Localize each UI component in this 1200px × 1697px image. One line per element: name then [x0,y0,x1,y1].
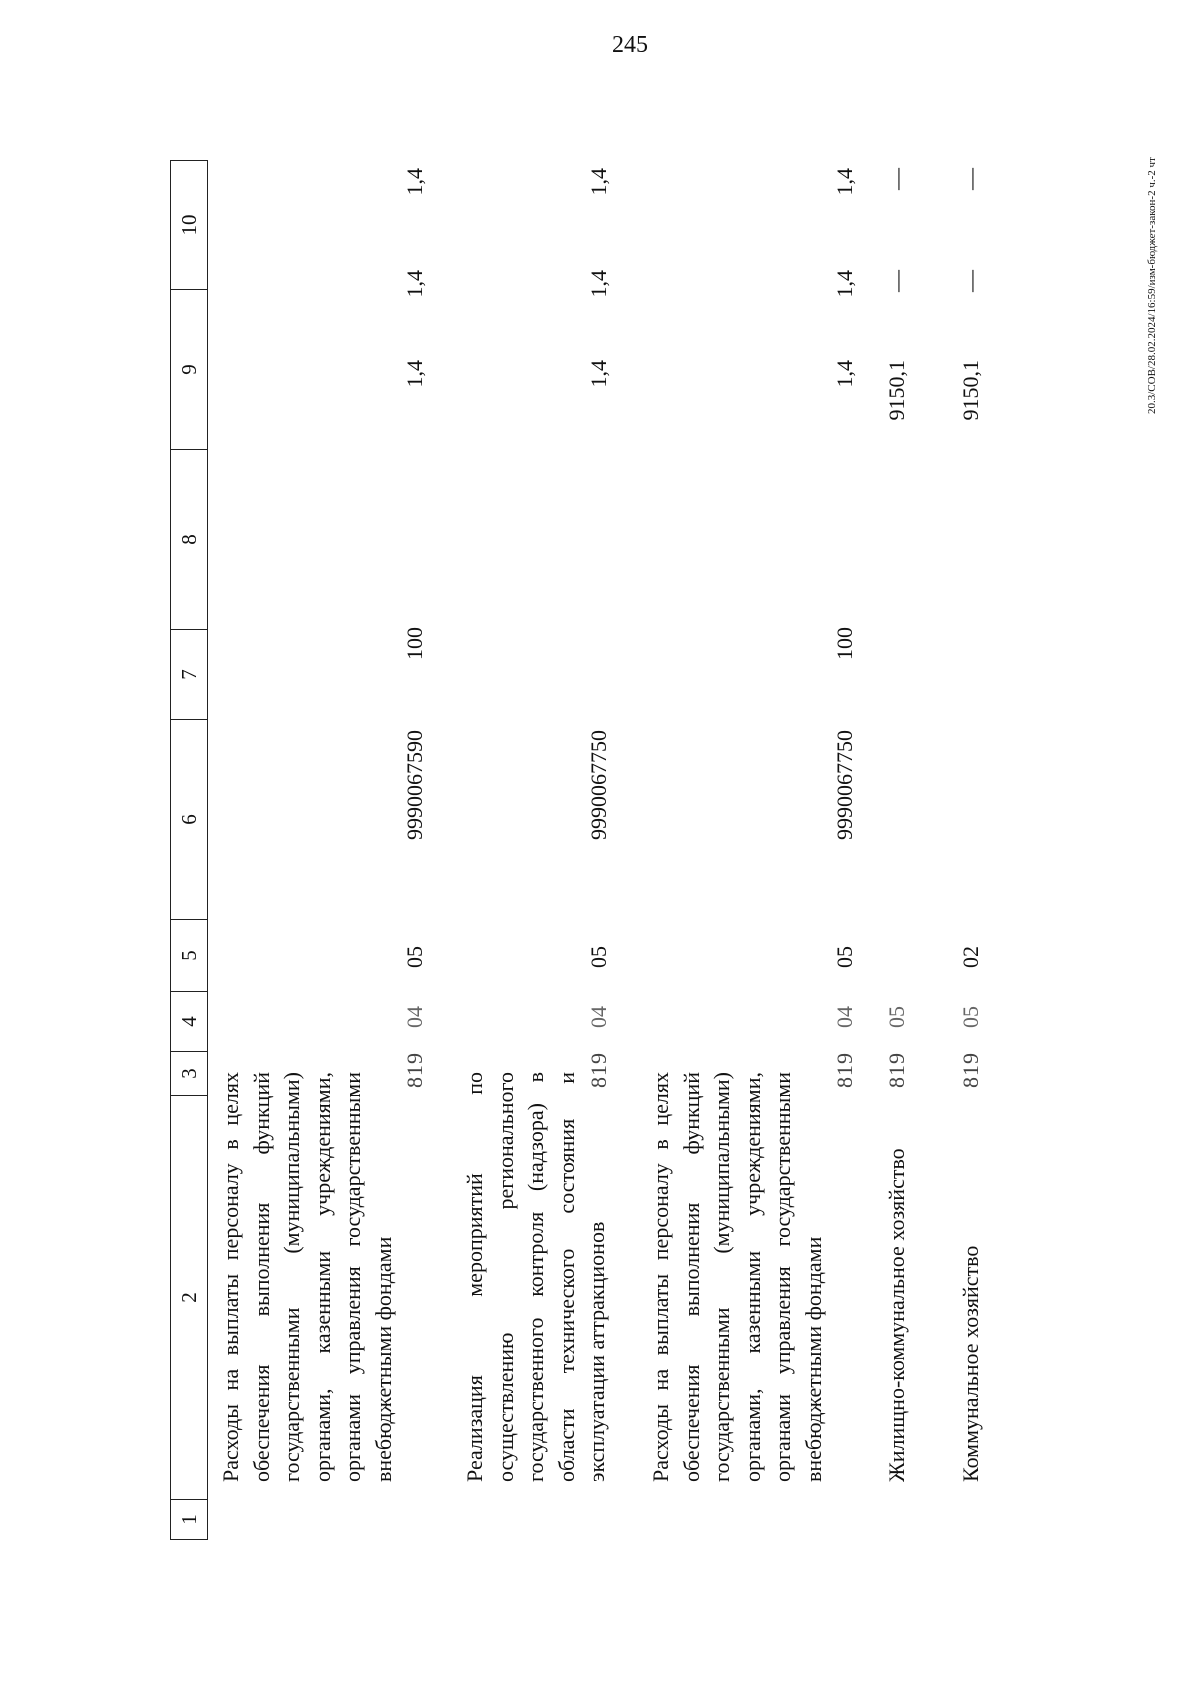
cell-col-9: 1,4 [832,270,857,298]
header-col-4: 4 [170,992,208,1052]
cell-col-6: 9990067750 [586,730,611,840]
cell-col-6: 9990067590 [402,730,427,840]
cell-col-8: 1,4 [832,360,857,388]
cell-col-7: 100 [402,627,427,660]
cell-col-8: 1,4 [402,360,427,388]
row-description: Жилищно-коммунальное хозяйство [884,1148,909,1482]
cell-col-8: 1,4 [586,360,611,388]
cell-col-10: 1,4 [586,168,611,196]
cell-col-4: 05 [958,1006,983,1028]
cell-col-10: — [958,168,983,190]
cell-col-7: 100 [832,627,857,660]
page-number: 245 [612,32,648,58]
row-description: Расходы на выплаты персоналу в целях обеспечения выполнения функций государственными (муниципальными) органами, казенными учреждениями, органами управления государственными внебюджетными фондами [218,1072,396,1482]
cell-col-5: 05 [832,946,857,968]
cell-col-9: 1,4 [402,270,427,298]
cell-col-3: 819 [884,1052,909,1088]
header-col-3: 3 [170,1052,208,1096]
row-description: Коммунальное хозяйство [958,1245,983,1482]
cell-col-4: 04 [832,1006,857,1028]
row-description: Расходы на выплаты персоналу в целях обеспечения выполнения функций государственными (муниципальными) органами, казенными учреждениями, органами управления государственными внебюджетными фондами [648,1072,826,1482]
cell-col-10: 1,4 [402,168,427,196]
header-col-8: 8 [170,450,208,630]
cell-col-3: 819 [402,1052,427,1088]
cell-col-6: 9990067750 [832,730,857,840]
budget-table [170,160,1070,1540]
cell-col-8: 9150,1 [958,360,983,421]
header-col-9: 9 [170,290,208,450]
cell-col-3: 819 [958,1052,983,1088]
cell-col-3: 819 [832,1052,857,1088]
row-description: Реализация мероприятий по осуществлению регионального государственного контроля (надзора) в области технического состояния и эксплуатации аттракционов [462,1072,609,1482]
cell-col-4: 04 [586,1006,611,1028]
header-col-1: 1 [170,1500,208,1540]
document-footer-code: 20.3/СОВ/28.02.2024/16:59/изм-бюджет-закон-2 ч.-2 чт [1146,157,1158,414]
header-col-10: 10 [170,160,208,290]
header-col-6: 6 [170,720,208,920]
cell-col-9: — [958,270,983,292]
cell-col-9: — [884,270,909,292]
header-col-5: 5 [170,920,208,992]
cell-col-3: 819 [586,1052,611,1088]
cell-col-5: 05 [586,946,611,968]
cell-col-4: 04 [402,1006,427,1028]
cell-col-4: 05 [884,1006,909,1028]
header-col-2: 2 [170,1096,208,1500]
cell-col-5: 02 [958,946,983,968]
cell-col-10: 1,4 [832,168,857,196]
cell-col-9: 1,4 [586,270,611,298]
cell-col-10: — [884,168,909,190]
header-col-7: 7 [170,630,208,720]
cell-col-8: 9150,1 [884,360,909,421]
cell-col-5: 05 [402,946,427,968]
